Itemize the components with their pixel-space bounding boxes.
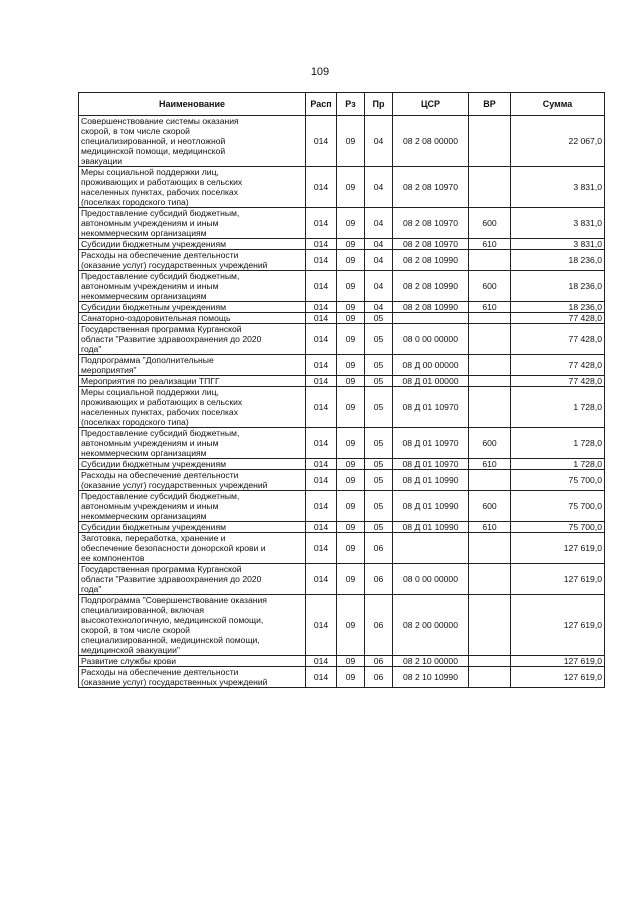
cell-sum: 3 831,0 [511, 239, 605, 250]
cell-rasp: 014 [306, 355, 337, 376]
cell-rz: 09 [337, 667, 365, 688]
cell-name: Предоставление субсидий бюджетным, автономным учреждениям и иным некоммерческим организациям [79, 491, 306, 522]
cell-vr: 600 [469, 428, 511, 459]
cell-csr: 08 Д 01 10990 [393, 470, 469, 491]
table-row [79, 239, 605, 250]
cell-vr: 610 [469, 459, 511, 470]
cell-rasp: 014 [306, 313, 337, 324]
cell-rz: 09 [337, 208, 365, 239]
cell-csr: 08 2 08 00000 [393, 116, 469, 167]
table-row [79, 116, 605, 167]
cell-pr: 05 [365, 355, 393, 376]
cell-pr: 04 [365, 271, 393, 302]
cell-name: Заготовка, переработка, хранение и обеспечение безопасности донорской крови и ее компонентов [79, 533, 306, 564]
cell-pr: 05 [365, 470, 393, 491]
cell-csr: 08 Д 01 10970 [393, 387, 469, 428]
cell-rz: 09 [337, 250, 365, 271]
table-row [79, 491, 605, 522]
cell-vr [469, 167, 511, 208]
cell-name: Меры социальной поддержки лиц, проживающих и работающих в сельских населенных пунктах, рабочих поселках (поселках городского типа) [79, 387, 306, 428]
cell-vr [469, 656, 511, 667]
cell-sum: 127 619,0 [511, 595, 605, 656]
cell-csr: 08 Д 01 10990 [393, 491, 469, 522]
table-row [79, 470, 605, 491]
cell-csr: 08 2 08 10990 [393, 271, 469, 302]
cell-vr: 610 [469, 239, 511, 250]
table-row [79, 355, 605, 376]
cell-rasp: 014 [306, 459, 337, 470]
cell-rasp: 014 [306, 250, 337, 271]
cell-pr: 04 [365, 302, 393, 313]
cell-rasp: 014 [306, 116, 337, 167]
cell-pr: 06 [365, 533, 393, 564]
cell-sum: 127 619,0 [511, 564, 605, 595]
column-header-pr: Пр [365, 93, 393, 116]
cell-rz: 09 [337, 656, 365, 667]
cell-sum: 77 428,0 [511, 376, 605, 387]
cell-csr: 08 2 08 10970 [393, 239, 469, 250]
cell-pr: 04 [365, 116, 393, 167]
cell-pr: 06 [365, 564, 393, 595]
cell-csr: 08 Д 00 00000 [393, 355, 469, 376]
cell-sum: 18 236,0 [511, 302, 605, 313]
table-row [79, 595, 605, 656]
cell-vr: 610 [469, 302, 511, 313]
column-header-sum: Сумма [511, 93, 605, 116]
cell-rz: 09 [337, 595, 365, 656]
cell-pr: 05 [365, 324, 393, 355]
cell-rz: 09 [337, 470, 365, 491]
table-row [79, 428, 605, 459]
cell-sum: 3 831,0 [511, 208, 605, 239]
cell-pr: 06 [365, 667, 393, 688]
cell-pr: 05 [365, 376, 393, 387]
cell-sum: 3 831,0 [511, 167, 605, 208]
cell-vr [469, 250, 511, 271]
cell-rz: 09 [337, 533, 365, 564]
table-row [79, 324, 605, 355]
cell-sum: 77 428,0 [511, 324, 605, 355]
cell-csr: 08 2 08 10970 [393, 167, 469, 208]
cell-pr: 04 [365, 208, 393, 239]
cell-pr: 04 [365, 167, 393, 208]
table-header-row [79, 93, 605, 116]
cell-pr: 06 [365, 595, 393, 656]
cell-rasp: 014 [306, 167, 337, 208]
cell-vr: 600 [469, 208, 511, 239]
cell-sum: 75 700,0 [511, 470, 605, 491]
cell-vr: 600 [469, 271, 511, 302]
table-row [79, 667, 605, 688]
cell-vr [469, 595, 511, 656]
cell-rasp: 014 [306, 491, 337, 522]
table-row [79, 271, 605, 302]
cell-rasp: 014 [306, 656, 337, 667]
cell-csr: 08 2 00 00000 [393, 595, 469, 656]
column-header-csr: ЦСР [393, 93, 469, 116]
cell-csr: 08 0 00 00000 [393, 564, 469, 595]
cell-csr [393, 313, 469, 324]
cell-rz: 09 [337, 324, 365, 355]
cell-pr: 04 [365, 250, 393, 271]
cell-rz: 09 [337, 271, 365, 302]
column-header-name: Наименование [79, 93, 306, 116]
cell-name: Расходы на обеспечение деятельности (оказание услуг) государственных учреждений [79, 250, 306, 271]
cell-vr [469, 355, 511, 376]
cell-pr: 05 [365, 387, 393, 428]
cell-csr: 08 Д 01 10990 [393, 522, 469, 533]
cell-sum: 77 428,0 [511, 355, 605, 376]
cell-vr [469, 324, 511, 355]
cell-rasp: 014 [306, 302, 337, 313]
table-body [79, 116, 605, 688]
cell-rasp: 014 [306, 376, 337, 387]
table-row [79, 387, 605, 428]
cell-csr: 08 0 00 00000 [393, 324, 469, 355]
table-row [79, 459, 605, 470]
cell-rasp: 014 [306, 522, 337, 533]
cell-rz: 09 [337, 355, 365, 376]
cell-sum: 77 428,0 [511, 313, 605, 324]
cell-rasp: 014 [306, 667, 337, 688]
cell-vr [469, 116, 511, 167]
table-row [79, 208, 605, 239]
cell-pr: 05 [365, 491, 393, 522]
cell-rz: 09 [337, 116, 365, 167]
cell-rz: 09 [337, 313, 365, 324]
cell-name: Субсидии бюджетным учреждениям [79, 302, 306, 313]
cell-rasp: 014 [306, 324, 337, 355]
cell-sum: 75 700,0 [511, 491, 605, 522]
cell-name: Мероприятия по реализации ТПГГ [79, 376, 306, 387]
budget-table [78, 92, 605, 688]
cell-name: Расходы на обеспечение деятельности (оказание услуг) государственных учреждений [79, 667, 306, 688]
table-row [79, 250, 605, 271]
table-row [79, 313, 605, 324]
cell-vr [469, 470, 511, 491]
cell-name: Предоставление субсидий бюджетным, автономным учреждениям и иным некоммерческим организациям [79, 428, 306, 459]
cell-vr: 610 [469, 522, 511, 533]
cell-sum: 22 067,0 [511, 116, 605, 167]
cell-name: Меры социальной поддержки лиц, проживающих и работающих в сельских населенных пунктах, рабочих поселках (поселках городского типа) [79, 167, 306, 208]
cell-sum: 1 728,0 [511, 387, 605, 428]
cell-rz: 09 [337, 522, 365, 533]
table-row [79, 167, 605, 208]
cell-rz: 09 [337, 239, 365, 250]
cell-vr [469, 376, 511, 387]
cell-sum: 1 728,0 [511, 459, 605, 470]
cell-rz: 09 [337, 167, 365, 208]
cell-sum: 18 236,0 [511, 271, 605, 302]
cell-csr: 08 2 10 10990 [393, 667, 469, 688]
table-row [79, 522, 605, 533]
cell-vr [469, 387, 511, 428]
cell-csr: 08 Д 01 00000 [393, 376, 469, 387]
table-row [79, 656, 605, 667]
cell-rasp: 014 [306, 428, 337, 459]
cell-rasp: 014 [306, 208, 337, 239]
cell-name: Подпрограмма "Дополнительные мероприятия" [79, 355, 306, 376]
cell-csr: 08 2 08 10990 [393, 302, 469, 313]
cell-sum: 75 700,0 [511, 522, 605, 533]
cell-csr: 08 2 10 00000 [393, 656, 469, 667]
cell-rasp: 014 [306, 595, 337, 656]
cell-rz: 09 [337, 376, 365, 387]
cell-sum: 127 619,0 [511, 667, 605, 688]
cell-vr: 600 [469, 491, 511, 522]
cell-rz: 09 [337, 459, 365, 470]
column-header-rasp: Расп [306, 93, 337, 116]
page-number: 109 [310, 66, 330, 78]
cell-name: Государственная программа Курганской области "Развитие здравоохранения до 2020 года" [79, 324, 306, 355]
cell-pr: 04 [365, 239, 393, 250]
cell-vr [469, 533, 511, 564]
cell-name: Субсидии бюджетным учреждениям [79, 459, 306, 470]
cell-rasp: 014 [306, 239, 337, 250]
table-row [79, 564, 605, 595]
cell-rz: 09 [337, 491, 365, 522]
cell-sum: 127 619,0 [511, 533, 605, 564]
cell-csr: 08 2 08 10970 [393, 208, 469, 239]
cell-rasp: 014 [306, 564, 337, 595]
cell-name: Государственная программа Курганской области "Развитие здравоохранения до 2020 года" [79, 564, 306, 595]
cell-vr [469, 667, 511, 688]
cell-name: Совершенствование системы оказания скорой, в том числе скорой специализированной, и неотложной медицинской помощи, медицинской эвакуации [79, 116, 306, 167]
cell-rz: 09 [337, 564, 365, 595]
column-header-vr: ВР [469, 93, 511, 116]
column-header-rz: Рз [337, 93, 365, 116]
cell-name: Субсидии бюджетным учреждениям [79, 522, 306, 533]
cell-name: Предоставление субсидий бюджетным, автономным учреждениям и иным некоммерческим организациям [79, 271, 306, 302]
table-row [79, 302, 605, 313]
cell-rasp: 014 [306, 533, 337, 564]
cell-rz: 09 [337, 302, 365, 313]
cell-pr: 05 [365, 459, 393, 470]
cell-rz: 09 [337, 428, 365, 459]
cell-csr: 08 Д 01 10970 [393, 428, 469, 459]
cell-pr: 05 [365, 522, 393, 533]
cell-sum: 18 236,0 [511, 250, 605, 271]
cell-sum: 127 619,0 [511, 656, 605, 667]
cell-csr: 08 Д 01 10970 [393, 459, 469, 470]
cell-name: Развитие службы крови [79, 656, 306, 667]
cell-pr: 06 [365, 656, 393, 667]
table-row [79, 376, 605, 387]
cell-vr [469, 564, 511, 595]
cell-sum: 1 728,0 [511, 428, 605, 459]
cell-rz: 09 [337, 387, 365, 428]
cell-pr: 05 [365, 428, 393, 459]
cell-name: Субсидии бюджетным учреждениям [79, 239, 306, 250]
cell-csr: 08 2 08 10990 [393, 250, 469, 271]
cell-name: Предоставление субсидий бюджетным, автономным учреждениям и иным некоммерческим организациям [79, 208, 306, 239]
cell-name: Санаторно-оздоровительная помощь [79, 313, 306, 324]
table-row [79, 533, 605, 564]
cell-rasp: 014 [306, 470, 337, 491]
cell-rasp: 014 [306, 271, 337, 302]
cell-pr: 05 [365, 313, 393, 324]
cell-csr [393, 533, 469, 564]
cell-vr [469, 313, 511, 324]
cell-rasp: 014 [306, 387, 337, 428]
cell-name: Расходы на обеспечение деятельности (оказание услуг) государственных учреждений [79, 470, 306, 491]
cell-name: Подпрограмма "Совершенствование оказания специализированной, включая высокотехнологичную, медицинской помощи, скорой, в том числе скорой специализированной, медицинской помощи, медицинской эвакуации" [79, 595, 306, 656]
